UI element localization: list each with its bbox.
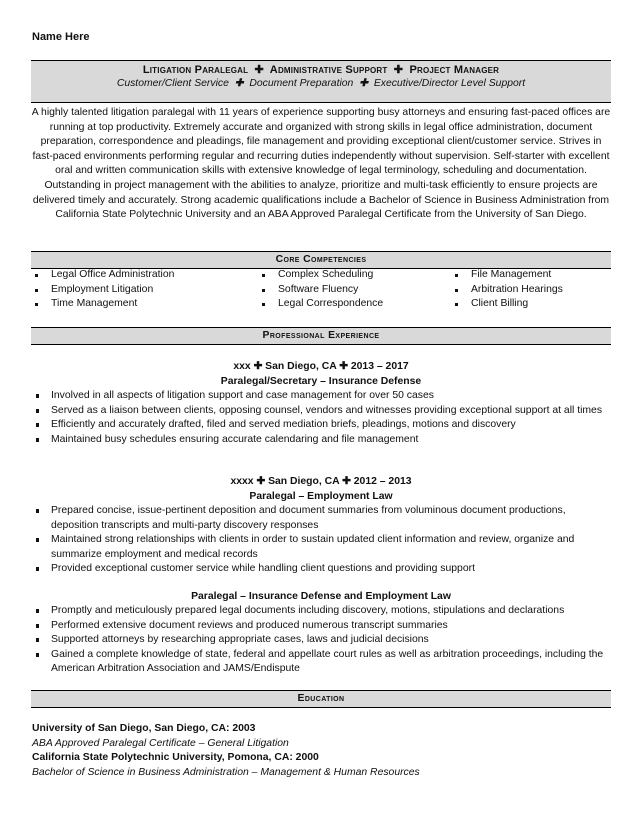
plus-separator-icon: ✚ [254,64,264,76]
bullet-icon [35,274,38,277]
bullet-item: Promptly and meticulously prepared legal documents including discovery, motions, stipulations and declarations [31,604,611,619]
competencies-grid [31,268,611,316]
competency-item: Time Management [31,297,174,312]
bullet-item: Supported attorneys by researching appropriate cases, laws and judicial decisions [31,633,611,648]
bullet-icon [36,567,39,571]
bullet-icon [36,438,39,442]
headline-subtitles [31,77,611,89]
bullet-icon [455,289,458,292]
education-school: University of San Diego, San Diego, CA: 2003 [32,723,256,734]
competency-item: Complex Scheduling [258,268,383,283]
bullet-icon [35,289,38,292]
plus-separator-icon: ✚ [339,361,348,372]
competency-item: Arbitration Hearings [451,283,563,298]
job-title: Paralegal/Secretary – Insurance Defense [220,375,422,387]
bullet-item: Prepared concise, issue-pertinent deposition and document summaries from voluminous document productions, deposition transcripts and multi-party discovery responses [31,504,611,533]
bullet-item: Efficiently and accurately drafted, filed and served mediation briefs, pleadings, motions and discovery [31,418,611,433]
plus-separator-icon: ✚ [256,476,266,487]
bullet-item: Involved in all aspects of litigation support and case management for over 50 cases [31,389,611,404]
competencies-column [258,268,383,312]
job-meta [31,360,611,375]
job-title: Paralegal – Insurance Defense and Employment Law [191,591,451,602]
bullet-icon [262,274,265,277]
headline-titles [31,63,611,76]
job-header [31,360,611,389]
bullet-icon [36,638,39,642]
bullet-item: Maintained busy schedules ensuring accurate calendaring and file management [31,433,611,448]
bullet-icon [36,609,39,613]
bullet-item: Maintained strong relationships with clients in order to sustain updated client information and review, organize and summarize employment and medical records [31,533,611,562]
job-meta [31,475,611,490]
job-bullets [31,504,611,577]
headline-subtitle: Customer/Client Service [116,78,229,89]
education-degree: ABA Approved Paralegal Certificate – General Litigation [32,737,289,749]
bullet-icon [36,394,39,398]
education-school: California State Polytechnic University, Pomona, CA: 2000 [32,752,319,764]
bullet-icon [36,409,39,413]
section-heading-education: Education [31,690,611,708]
job-header [31,475,611,504]
plus-separator-icon: ✚ [342,476,351,487]
job-company: xxxx [230,476,254,487]
job-title: Paralegal – Employment Law [249,490,393,502]
bullet-item: Gained a complete knowledge of state, federal and appellate court rules as well as arbitration proceedings, including the American Arbitration Association and JAMS/Endispute [31,648,611,677]
bullet-item: Provided exceptional customer service while handling client questions and providing support [31,562,611,577]
competency-item: File Management [451,268,563,283]
headline-title: Project Manager [409,64,500,76]
job-dates: 2013 – 2017 [350,361,409,372]
bullet-icon [35,303,38,306]
bullet-icon [455,274,458,277]
bullet-icon [36,423,39,427]
bullet-icon [36,538,39,542]
bullet-item: Served as a liaison between clients, opposing counsel, vendors and witnesses providing exceptional support at all times [31,404,611,419]
education-list [32,722,420,780]
headline-subtitle: Document Preparation [249,78,354,89]
bullet-item: Performed extensive document reviews and produced numerous transcript summaries [31,619,611,634]
headline-subtitle: Executive/Director Level Support [373,78,526,89]
job-bullets [31,604,611,677]
headline-title: Administrative Support [269,64,388,76]
plus-separator-icon: ✚ [393,64,404,76]
competencies-column [31,268,174,312]
job-location: San Diego, CA [265,361,337,372]
bullet-icon [262,289,265,292]
competency-item: Employment Litigation [31,283,174,298]
bullet-icon [455,303,458,306]
professional-summary: A highly talented litigation paralegal with 11 years of experience supporting busy attorneys and ensuring fast-paced offices are running at top productivity. Extremely accurate and organized with strong skills in legal office administration, document preparation, correspondence and pleadings, file management and providing exceptional client/customer service. Strives in fast-paced environments performing regular and recurring duties independently without supervision. Self-starter with excellent oral and written communication skills with extensive knowledge of legal terminology, scheduling and documentation. Outstanding in project management with the abilities to analyze, prioritize and multi-task efficiently to ensure projects are delivered timely and accurately. Strong academic qualifications include a Bachelor of Science in Business Administration from California State Polytechnic University and an ABA Approved Paralegal Certificate from the University of San Diego. [31,107,611,221]
plus-separator-icon: ✚ [234,78,244,89]
plus-separator-icon: ✚ [253,361,263,372]
section-heading-experience: Professional Experience [31,327,611,345]
competency-item: Legal Office Administration [31,268,174,283]
headline-banner [31,60,611,103]
bullet-icon [36,653,39,657]
section-heading-competencies: Core Competencies [31,251,611,269]
competencies-column [451,268,563,312]
bullet-icon [36,509,39,513]
bullet-icon [262,303,265,306]
job-bullets [31,389,611,447]
education-degree: Bachelor of Science in Business Administration – Management & Human Resources [32,766,420,778]
competency-item: Legal Correspondence [258,297,383,312]
headline-title: Litigation Paralegal [142,64,249,76]
job-header [31,590,611,605]
competency-item: Client Billing [451,297,563,312]
job-company: xxx [233,361,251,372]
bullet-icon [36,624,39,628]
competency-item: Software Fluency [258,283,383,298]
job-dates: 2012 – 2013 [353,476,412,487]
job-location: San Diego, CA [268,476,340,487]
plus-separator-icon: ✚ [359,78,368,89]
candidate-name: Name Here [32,31,90,43]
